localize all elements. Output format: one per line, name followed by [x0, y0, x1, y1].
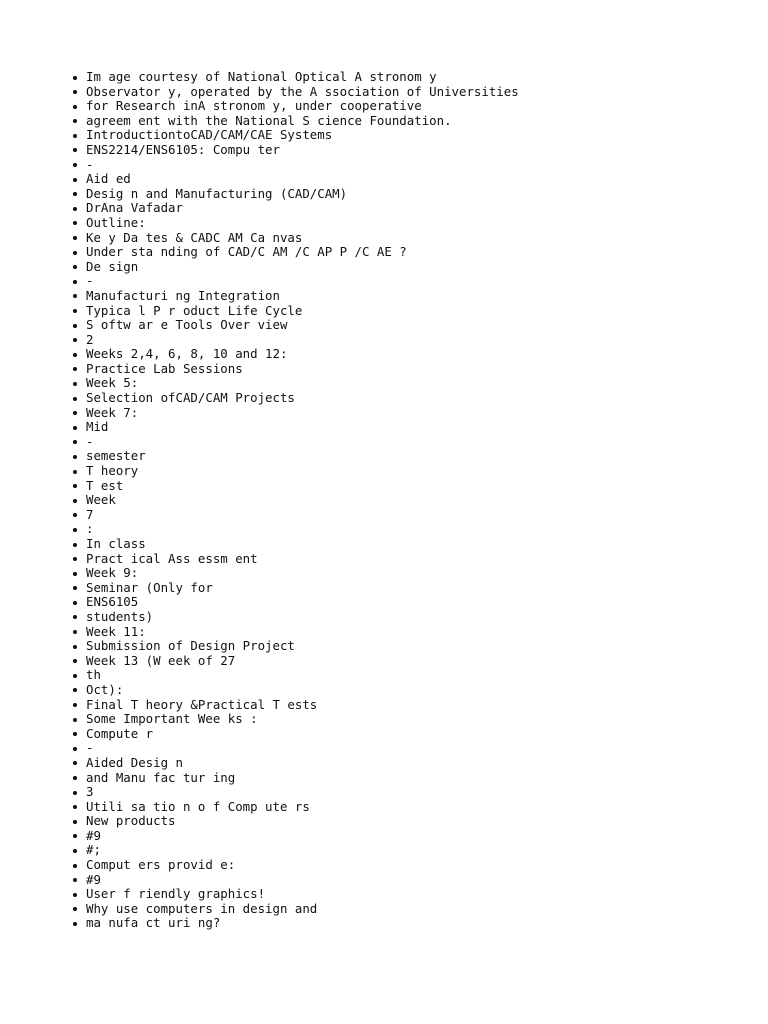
list-item-text: Observator y, operated by the A ssociation of Universities	[86, 83, 519, 99]
bullet-icon	[73, 718, 77, 722]
list-item	[0, 508, 768, 523]
list-item	[0, 756, 768, 771]
bullet-icon	[73, 236, 77, 240]
bullet-icon	[73, 893, 77, 897]
bullet-icon	[73, 221, 77, 225]
list-item-text: T est	[86, 477, 124, 493]
bullet-icon	[73, 849, 77, 853]
list-item	[0, 712, 768, 727]
list-item	[0, 522, 768, 537]
bullet-icon	[73, 615, 77, 619]
bullet-icon	[73, 440, 77, 444]
bullet-icon	[73, 645, 77, 649]
list-item-text: students)	[86, 608, 154, 624]
list-item-text: 3	[86, 784, 94, 800]
list-item-text: Utili sa tio n o f Comp ute rs	[86, 798, 310, 814]
list-item	[0, 114, 768, 129]
list-item-text: Outline:	[86, 214, 146, 230]
list-item-text: Week 13 (W eek of 27	[86, 652, 236, 668]
list-item-text: Selection ofCAD/CAM Projects	[86, 390, 295, 406]
list-item-text: #9	[86, 827, 101, 843]
bullet-icon	[73, 207, 77, 211]
list-item	[0, 172, 768, 187]
list-item-text: De sign	[86, 258, 139, 274]
list-item	[0, 464, 768, 479]
list-item	[0, 654, 768, 669]
list-item	[0, 814, 768, 829]
list-item	[0, 727, 768, 742]
bullet-icon	[73, 309, 77, 313]
list-item	[0, 391, 768, 406]
list-item	[0, 420, 768, 435]
bullet-icon	[73, 324, 77, 328]
list-item-text: Week 11:	[86, 623, 146, 639]
list-item-text: Typica l P r oduct Life Cycle	[86, 302, 303, 318]
list-item-text: Submission of Design Project	[86, 638, 295, 654]
list-item-text: th	[86, 667, 101, 683]
bullet-icon	[73, 105, 77, 109]
bullet-icon	[73, 820, 77, 824]
list-item-text: 2	[86, 331, 94, 347]
bullet-icon	[73, 805, 77, 809]
list-item-text: Practice Lab Sessions	[86, 360, 243, 376]
list-item	[0, 128, 768, 143]
list-item	[0, 333, 768, 348]
list-item	[0, 479, 768, 494]
list-item	[0, 566, 768, 581]
bullet-list	[0, 70, 768, 931]
bullet-icon	[73, 791, 77, 795]
list-item	[0, 289, 768, 304]
bullet-icon	[73, 528, 77, 532]
list-item	[0, 683, 768, 698]
bullet-icon	[73, 761, 77, 765]
list-item	[0, 771, 768, 786]
list-item-text: ma nufa ct uri ng?	[86, 915, 221, 931]
bullet-icon	[73, 499, 77, 503]
list-item-text: Comput ers provid e:	[86, 857, 236, 873]
list-item-text: T heory	[86, 463, 139, 479]
list-item	[0, 362, 768, 377]
list-item	[0, 887, 768, 902]
bullet-icon	[73, 411, 77, 415]
list-item	[0, 318, 768, 333]
bullet-icon	[73, 192, 77, 196]
bullet-icon	[73, 119, 77, 123]
list-item	[0, 216, 768, 231]
bullet-icon	[73, 353, 77, 357]
bullet-icon	[73, 601, 77, 605]
list-item	[0, 493, 768, 508]
list-item	[0, 260, 768, 275]
bullet-icon	[73, 878, 77, 882]
list-item-text: New products	[86, 813, 176, 829]
list-item-text: Manufacturi ng Integration	[86, 287, 280, 303]
list-item-text: Ke y Da tes & CADC AM Ca nvas	[86, 229, 303, 245]
list-item-text: #;	[86, 842, 101, 858]
list-item-text: Aided Desig n	[86, 754, 183, 770]
list-item	[0, 625, 768, 640]
list-item	[0, 304, 768, 319]
list-item-text: Im age courtesy of National Optical A stronom y	[86, 69, 437, 84]
bullet-icon	[73, 280, 77, 284]
list-item	[0, 201, 768, 216]
list-item-text: :	[86, 521, 94, 537]
list-item-text: DrAna Vafadar	[86, 200, 183, 216]
list-item	[0, 741, 768, 756]
list-item-text: -	[86, 433, 94, 449]
bullet-icon	[73, 674, 77, 678]
list-item	[0, 376, 768, 391]
bullet-icon	[73, 178, 77, 182]
list-item	[0, 245, 768, 260]
list-item	[0, 99, 768, 114]
list-item-text: Oct):	[86, 681, 124, 697]
bullet-icon	[73, 543, 77, 547]
bullet-icon	[73, 922, 77, 926]
bullet-icon	[73, 484, 77, 488]
bullet-icon	[73, 630, 77, 634]
list-item-text: -	[86, 273, 94, 289]
list-item	[0, 187, 768, 202]
bullet-icon	[73, 703, 77, 707]
bullet-icon	[73, 732, 77, 736]
list-item	[0, 639, 768, 654]
bullet-icon	[73, 90, 77, 94]
list-item	[0, 347, 768, 362]
bullet-icon	[73, 776, 77, 780]
list-item	[0, 843, 768, 858]
bullet-icon	[73, 470, 77, 474]
bullet-icon	[73, 134, 77, 138]
list-item-text: for Research inA stronom y, under cooperative	[86, 98, 422, 114]
list-item	[0, 581, 768, 596]
list-item	[0, 858, 768, 873]
list-item-text: Week 7:	[86, 404, 139, 420]
bullet-icon	[73, 907, 77, 911]
list-item	[0, 800, 768, 815]
list-item-text: S oftw ar e Tools Over view	[86, 317, 288, 333]
list-item	[0, 902, 768, 917]
bullet-icon	[73, 586, 77, 590]
list-item-text: #9	[86, 871, 101, 887]
list-item-text: IntroductiontoCAD/CAM/CAE Systems	[86, 127, 333, 143]
list-item-text: semester	[86, 448, 146, 464]
list-item-text: ENS2214/ENS6105: Compu ter	[86, 141, 280, 157]
bullet-icon	[73, 148, 77, 152]
bullet-icon	[73, 455, 77, 459]
list-item-text: Why use computers in design and	[86, 900, 318, 916]
list-item	[0, 143, 768, 158]
list-item	[0, 668, 768, 683]
bullet-icon	[73, 76, 77, 80]
list-item-text: Final T heory &Practical T ests	[86, 696, 318, 712]
list-item	[0, 595, 768, 610]
bullet-icon	[73, 251, 77, 255]
list-item-text: Desig n and Manufacturing (CAD/CAM)	[86, 185, 348, 201]
list-item	[0, 537, 768, 552]
bullet-icon	[73, 163, 77, 167]
list-item	[0, 158, 768, 173]
list-item-text: In class	[86, 536, 146, 551]
list-item	[0, 552, 768, 567]
list-item-text: -	[86, 156, 94, 172]
list-item-text: Weeks 2,4, 6, 8, 10 and 12:	[86, 346, 288, 362]
bullet-icon	[73, 557, 77, 561]
bullet-icon	[73, 367, 77, 371]
list-item-text: User f riendly graphics!	[86, 886, 266, 902]
list-item	[0, 406, 768, 421]
bullet-icon	[73, 659, 77, 663]
list-item	[0, 873, 768, 888]
list-item	[0, 449, 768, 464]
bullet-icon	[73, 513, 77, 517]
list-item-text: Week 9:	[86, 565, 139, 581]
list-item	[0, 85, 768, 100]
list-item	[0, 916, 768, 931]
list-item	[0, 785, 768, 800]
list-item	[0, 829, 768, 844]
list-item-text: Some Important Wee ks :	[86, 711, 258, 727]
list-item	[0, 698, 768, 713]
bullet-icon	[73, 294, 77, 298]
list-item	[0, 70, 768, 85]
list-item-text: ENS6105	[86, 594, 139, 610]
bullet-icon	[73, 382, 77, 386]
list-item-text: Week 5:	[86, 375, 139, 391]
list-item-text: Mid	[86, 419, 109, 435]
list-item-text: Aid ed	[86, 171, 131, 187]
list-item-text: and Manu fac tur ing	[86, 769, 236, 785]
document-page	[0, 70, 768, 931]
bullet-icon	[73, 864, 77, 868]
bullet-icon	[73, 426, 77, 430]
bullet-icon	[73, 338, 77, 342]
bullet-icon	[73, 397, 77, 401]
bullet-icon	[73, 688, 77, 692]
list-item-text: Compute r	[86, 725, 154, 741]
list-item	[0, 274, 768, 289]
bullet-icon	[73, 265, 77, 269]
list-item-text: Under sta nding of CAD/C AM /C AP P /C AE ?	[86, 244, 407, 260]
list-item	[0, 435, 768, 450]
list-item	[0, 231, 768, 246]
list-item-text: -	[86, 740, 94, 756]
bullet-icon	[73, 747, 77, 751]
list-item-text: Week	[86, 492, 116, 508]
list-item-text: Seminar (Only for	[86, 579, 213, 595]
list-item-text: 7	[86, 506, 94, 522]
list-item	[0, 610, 768, 625]
list-item-text: Pract ical Ass essm ent	[86, 550, 258, 566]
bullet-icon	[73, 572, 77, 576]
list-item-text: agreem ent with the National S cience Foundation.	[86, 112, 452, 128]
bullet-icon	[73, 834, 77, 838]
